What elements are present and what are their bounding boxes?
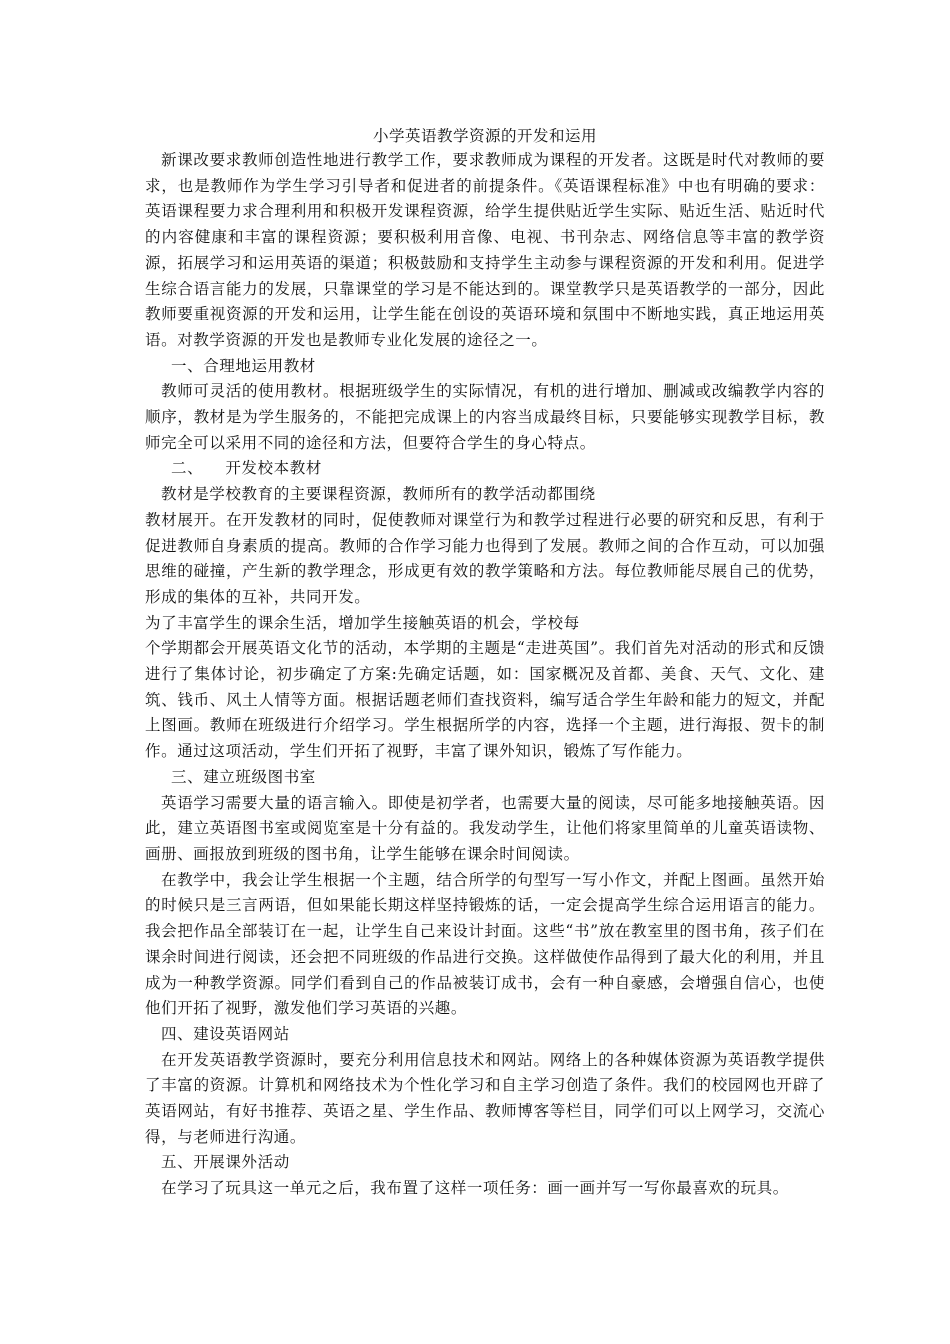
section-1-heading: 一、合理地运用教材 bbox=[171, 356, 316, 375]
section-1-paragraph: 教师可灵活的使用教材。根据班级学生的实际情况，有机的进行增加、删减或改编教学内容的顺序，教材是为学生服务的，不能把完成课上的内容当成最终目标，只要能够实现教学目标，教师完全可以采用不同的途径和方法，但要符合学生的身心特点。 bbox=[145, 382, 825, 452]
section-2-heading-text: 开发校本教材 bbox=[225, 459, 322, 478]
section-5-heading: 五、开展课外活动 bbox=[161, 1153, 290, 1172]
section-2-paragraph-3: 为了丰富学生的课余生活，增加学生接触英语的机会，学校每 bbox=[145, 613, 580, 632]
section-3-paragraph-2: 在教学中，我会让学生根据一个主题，结合所学的句型写一写小作文，并配上图画。虽然开始的时候只是三言两语，但如果能长期这样坚持锻炼的话，一定会提高学生综合运用语言的能力。我会把作品全部装订在一起，让学生自己来设计封面。这些“书”放在教室里的图书角，孩子们在课余时间进行阅读，还会把不同班级的作品进行交换。这样做使作品得到了最大化的利用，并且成为一种教学资源。同学们看到自己的作品被装订成书，会有一种自豪感，会增强自信心，也使他们开拓了视野，激发他们学习英语的兴趣。 bbox=[145, 870, 825, 1018]
section-4-paragraph: 在开发英语教学资源时，要充分利用信息技术和网站。网络上的各种媒体资源为英语教学提供了丰富的资源。计算机和网络技术为个性化学习和自主学习创造了条件。我们的校园网也开辟了英语网站，有好书推荐、英语之星、学生作品、教师博客等栏目，同学们可以上网学习，交流心得，与老师进行沟通。 bbox=[145, 1050, 825, 1146]
section-2-paragraph-2: 教材展开。在开发教材的同时，促使教师对课堂行为和教学过程进行必要的研究和反思，有利于促进教师自身素质的提高。教师的合作学习能力也得到了发展。教师之间的合作互动，可以加强思维的碰撞，产生新的教学理念，形成更有效的教学策略和方法。每位教师能尽展自己的优势，形成的集体的互补，共同开发。 bbox=[145, 510, 825, 606]
intro-paragraph: 新课改要求教师创造性地进行教学工作，要求教师成为课程的开发者。这既是时代对教师的要求，也是教师作为学生学习引导者和促进者的前提条件。《英语课程标准》中也有明确的要求：英语课程要力求合理利用和积极开发课程资源，给学生提供贴近学生实际、贴近生活、贴近时代的内容健康和丰富的课程资源；要积极利用音像、电视、书刊杂志、网络信息等丰富的教学资源，拓展学习和运用英语的渠道；积极鼓励和支持学生主动参与课程资源的开发和利用。促进学生综合语言能力的发展，只靠课堂的学习是不能达到的。课堂教学只是英语教学的一部分，因此教师要重视资源的开发和运用，让学生能在创设的英语环境和氛围中不断地实践，真正地运用英语。对教学资源的开发也是教师专业化发展的途径之一。 bbox=[145, 151, 825, 349]
section-3-heading: 三、建立班级图书室 bbox=[171, 767, 316, 786]
section-3-paragraph-1: 英语学习需要大量的语言输入。即使是初学者，也需要大量的阅读，尽可能多地接触英语。因此，建立英语图书室或阅览室是十分有益的。我发动学生，让他们将家里简单的儿童英语读物、画册、画报放到班级的图书角，让学生能够在课余时间阅读。 bbox=[145, 793, 825, 863]
document-page bbox=[145, 124, 825, 1202]
section-2-heading bbox=[145, 456, 825, 482]
section-4-heading: 四、建设英语网站 bbox=[161, 1024, 290, 1043]
section-2-paragraph-4: 个学期都会开展英语文化节的活动，本学期的主题是“走进英国”。我们首先对活动的形式和反馈进行了集体讨论，初步确定了方案:先确定话题，如：国家概况及首都、美食、天气、文化、建筑、钱币、风土人情等方面。根据话题老师们查找资料，编写适合学生年龄和能力的短文，并配上图画。教师在班级进行介绍学习。学生根据所学的内容，选择一个主题，进行海报、贺卡的制作。通过这项活动，学生们开拓了视野，丰富了课外知识，锻炼了写作能力。 bbox=[145, 639, 825, 761]
section-2-heading-number: 二、 bbox=[171, 459, 204, 478]
section-2-paragraph-1: 教材是学校教育的主要课程资源，教师所有的教学活动都围绕 bbox=[161, 485, 596, 504]
section-5-paragraph: 在学习了玩具这一单元之后，我布置了这样一项任务：画一画并写一写你最喜欢的玩具。 bbox=[161, 1179, 789, 1198]
document-title: 小学英语教学资源的开发和运用 bbox=[372, 127, 597, 145]
heading-gap bbox=[203, 459, 225, 477]
